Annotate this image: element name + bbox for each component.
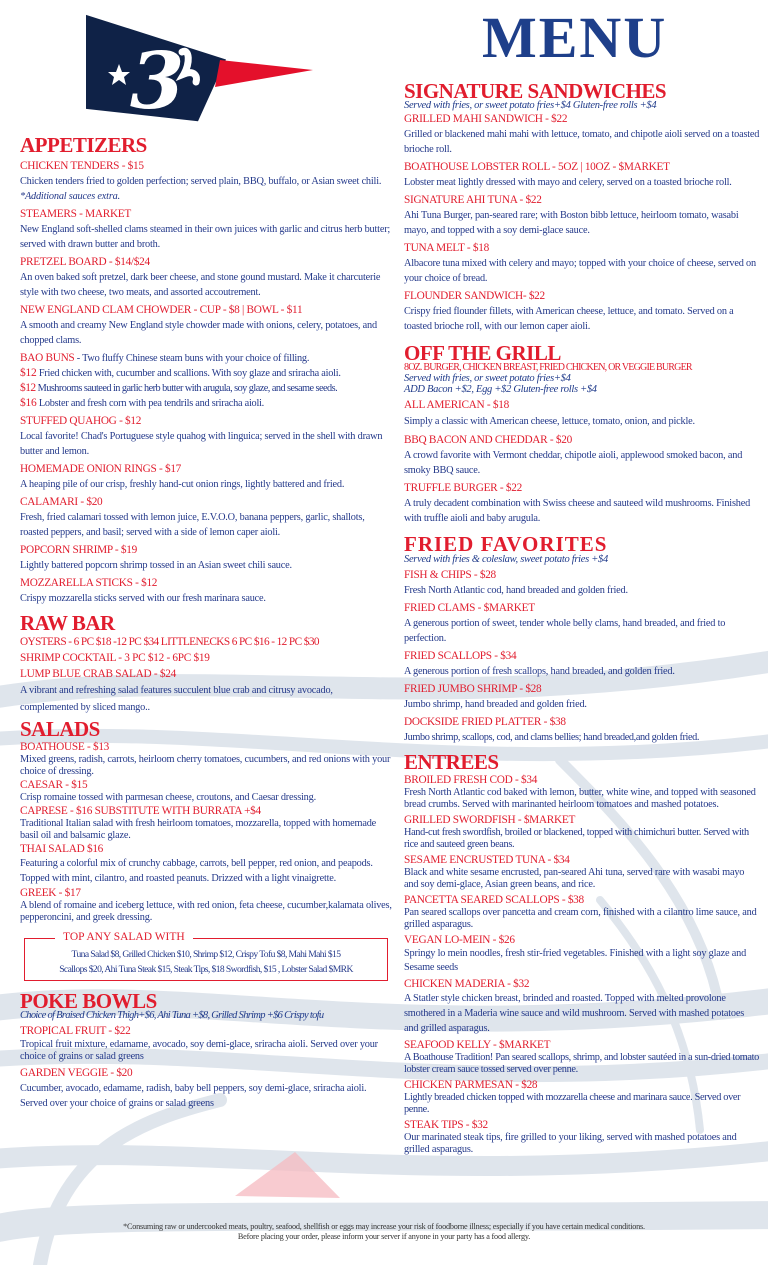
menu-item bbox=[404, 1119, 760, 1156]
menu-item bbox=[20, 414, 392, 459]
item-description: Tropical fruit mixture, edamame, avocado, soy demi-glace, sriracha aioli. Served over your choice of grains or salad greens bbox=[20, 1039, 378, 1062]
item-description: Chicken tenders fried to golden perfection; served plain, BBQ, buffalo, or Asian sweet chili. *Additional sauces extra. bbox=[20, 176, 382, 202]
item-name: CHICKEN TENDERS - $15 bbox=[20, 160, 144, 172]
item-name: GREEK - $17 bbox=[20, 887, 81, 899]
off-the-grill-section bbox=[404, 341, 760, 526]
menu-item bbox=[404, 481, 760, 526]
bao-option: $12 Fried chicken with, cucumber and scallions. With soy glaze and sriracha aioli. bbox=[20, 367, 341, 379]
menu-item bbox=[404, 715, 760, 745]
menu-item bbox=[404, 894, 760, 931]
menu-item bbox=[20, 741, 392, 778]
item-description: Fresh, fried calamari tossed with lemon juice, E.V.O.O, banana peppers, garlic, shallots, roasted peppers, and basil; served with a side of lemon caper aioli. bbox=[20, 512, 365, 538]
menu-item bbox=[20, 843, 392, 886]
item-name: GRILLED SWORDFISH - $MARKET bbox=[404, 814, 576, 826]
item-name: SEAFOOD KELLY - $MARKET bbox=[404, 1039, 551, 1051]
bao-price: $12 bbox=[20, 382, 36, 394]
pennant-logo-icon bbox=[86, 12, 316, 122]
item-name: FISH & CHIPS - $28 bbox=[404, 569, 496, 581]
item-description: Simply a classic with American cheese, lettuce, tomato, onion, and pickle. bbox=[404, 416, 695, 427]
raw-bar-section bbox=[20, 612, 392, 716]
right-column bbox=[404, 79, 760, 1156]
menu-item bbox=[404, 649, 760, 679]
item-name: CAPRESE - $16 SUBSTITUTE WITH BURRATA +$4 bbox=[20, 805, 261, 817]
item-name: BOATHOUSE - $13 bbox=[20, 741, 110, 753]
item-description: Hand-cut fresh swordfish, broiled or blackened, topped with chimichuri butter. Served with rice and sauteed green beans. bbox=[404, 827, 749, 850]
menu-item bbox=[404, 682, 760, 712]
item-description: Fresh North Atlantic cod baked with lemon, butter, white wine, and topped with seasoned bread crumbs. Served with marinanted heirloom tomatoes and mashed potatoes. bbox=[404, 787, 756, 810]
item-name: MOZZARELLA STICKS - $12 bbox=[20, 577, 158, 589]
menu-item bbox=[20, 651, 392, 666]
item-name: BBQ BACON AND CHEDDAR - $20 bbox=[404, 434, 572, 446]
item-description: Springy lo mein noodles, fresh stir-fried vegetables. Finished with a light soy glaze and Sesame seeds bbox=[404, 948, 747, 973]
item-description: Ahi Tuna Burger, pan-seared rare; with Boston bibb lettuce, heirloom tomato, wasabi mayo, and topped with a soy demi-glace sauce. bbox=[404, 210, 739, 236]
item-description: Mixed greens, radish, carrots, heirloom cherry tomatoes, cucumbers, and red onions with your choice of dressing. bbox=[20, 754, 391, 777]
item-description: Lobster meat lightly dressed with mayo and celery, served on a toasted brioche roll. bbox=[404, 177, 732, 188]
item-description: Fresh North Atlantic cod, hand breaded and golden fried. bbox=[404, 585, 628, 596]
menu-item bbox=[404, 568, 760, 598]
item-name: SIGNATURE AHI TUNA - $22 bbox=[404, 194, 542, 206]
menu-item bbox=[404, 774, 760, 811]
menu-item bbox=[20, 576, 392, 606]
item-name: GARDEN VEGGIE - $20 bbox=[20, 1067, 133, 1079]
item-name: TUNA MELT - $18 bbox=[404, 242, 489, 254]
page-title: MENU bbox=[482, 5, 668, 70]
menu-item-bao-buns bbox=[20, 351, 392, 411]
item-name: OYSTERS - 6 PC $18 -12 PC $34 LITTLENECKS 6 PC $16 - 12 PC $30 bbox=[20, 636, 319, 648]
section-note: Served with fries & coleslaw, sweet potato fries +$4 bbox=[404, 554, 608, 565]
item-description: A generous portion of fresh scallops, hand breaded, and golden fried. bbox=[404, 666, 675, 677]
section-note: Choice of Braised Chicken Thigh+$6, Ahi Tuna +$8, Grilled Shrimp +$6 Crispy tofu bbox=[20, 1010, 324, 1021]
item-description: A heaping pile of our crisp, freshly hand-cut onion rings, lightly battered and fried. bbox=[20, 479, 345, 490]
menu-item bbox=[404, 601, 760, 646]
section-note: Served with fries, or sweet potato fries+$4 bbox=[404, 373, 571, 384]
item-description: Featuring a colorful mix of crunchy cabbage, carrots, bell pepper, red onion, and peapods. Topped with mint, cilantro, and roasted peanuts. Drizzed with a light vinaigrette. bbox=[20, 858, 373, 884]
topper-options: Scallops $20, Ahi Tuna Steak $15, Steak Tips, $18 Swordfish, $15 , Lobster Salad $MRK bbox=[59, 964, 353, 975]
disclaimer-line: *Consuming raw or undercooked meats, poultry, seafood, shellfish or eggs may increase your risk of foodborne illness; especially if you have certain medical conditions. bbox=[123, 1222, 645, 1231]
item-description: Lightly breaded chicken topped with mozzarella cheese and marinara sauce. Served over penne. bbox=[404, 1092, 741, 1115]
topper-options: Tuna Salad $8, Grilled Chicken $10, Shrimp $12, Crispy Tofu $8, Mahi Mahi $15 bbox=[71, 949, 341, 960]
bao-option: $16 Lobster and fresh corn with pea tendrils and sriracha aioli. bbox=[20, 397, 265, 409]
menu-item bbox=[20, 159, 392, 204]
item-name: STUFFED QUAHOG - $12 bbox=[20, 415, 142, 427]
entrees-section bbox=[404, 751, 760, 1156]
menu-item bbox=[20, 779, 392, 804]
item-description: An oven baked soft pretzel, dark beer cheese, and stone gound mustard. Make it charcuterie style with two cheese, two meats, and assorted accoutrement. bbox=[20, 272, 381, 298]
menu-item bbox=[404, 433, 760, 478]
bao-option: $12 Mushrooms sauteed in garlic herb butter with arugula, soy glaze, and sesame seeds. bbox=[20, 382, 338, 394]
item-name: NEW ENGLAND CLAM CHOWDER - CUP - $8 | BOWL - $11 bbox=[20, 304, 303, 316]
menu-item bbox=[20, 667, 392, 716]
item-description: A blend of romaine and iceberg lettuce, with red onion, feta cheese, cucumber,kalamata olives, pepperoncini, and greek dressing. bbox=[20, 900, 392, 923]
item-name: CHICKEN PARMESAN - $28 bbox=[404, 1079, 538, 1091]
item-name: FLOUNDER SANDWICH- $22 bbox=[404, 290, 545, 302]
item-name: ALL AMERICAN - $18 bbox=[404, 399, 509, 411]
item-description: Black and white sesame encrusted, pan-seared Ahi tuna, served rare with wasabi mayo and soy demi-glace, Asian green beans, and rice. bbox=[404, 867, 745, 890]
item-name: PANCETTA SEARED SCALLOPS - $38 bbox=[404, 894, 584, 906]
item-name: FRIED SCALLOPS - $34 bbox=[404, 650, 517, 662]
item-description: A truly decadent combination with Swiss cheese and sauteed wild mushrooms. Finished with truffle aioli and baby arugula. bbox=[404, 498, 751, 524]
item-description: Jumbo shrimp, scallops, cod, and clams bellies; hand breaded,and golden fried. bbox=[404, 732, 700, 743]
item-description: Crispy fried flounder fillets, with American cheese, lettuce, and tomato. Served on a toasted brioche roll, with our lemon caper aioli. bbox=[404, 306, 734, 332]
item-description: A crowd favorite with Vermont cheddar, chipotle aioli, applewood smoked bacon, and smoky BBQ sauce. bbox=[404, 450, 743, 476]
item-description: Traditional Italian salad with fresh heirloom tomatoes, mozzarella, topped with homemade basil oil and balsamic glaze. bbox=[20, 818, 377, 841]
section-title-fried: FRIED FAVORITES bbox=[404, 532, 608, 556]
section-title-appetizers: APPETIZERS bbox=[20, 133, 147, 157]
menu-item bbox=[20, 303, 392, 348]
menu-item bbox=[404, 854, 760, 891]
item-note: *Additional sauces extra. bbox=[20, 191, 120, 202]
item-description: A Boathouse Tradition! Pan seared scallops, shrimp, and lobster sautéed in a sun-dried tomato lobster cream sauce tossed served over penne. bbox=[404, 1052, 759, 1075]
item-name: BAO BUNS bbox=[20, 352, 75, 364]
item-description: Jumbo shrimp, hand breaded and golden fried. bbox=[404, 699, 587, 710]
menu-item bbox=[20, 255, 392, 300]
section-title-entrees: ENTREES bbox=[404, 750, 499, 774]
item-name: POPCORN SHRIMP - $19 bbox=[20, 544, 137, 556]
menu-item bbox=[20, 1066, 392, 1111]
menu-item bbox=[20, 207, 392, 252]
item-name: PRETZEL BOARD - $14/$24 bbox=[20, 256, 150, 268]
menu-item bbox=[20, 495, 392, 540]
item-name: LUMP BLUE CRAB SALAD - $24 bbox=[20, 668, 176, 680]
menu-item bbox=[404, 160, 760, 190]
menu-item bbox=[20, 462, 392, 492]
menu-item bbox=[20, 635, 392, 650]
item-name: CHICKEN MADERIA - $32 bbox=[404, 978, 530, 990]
menu-item bbox=[404, 978, 760, 1036]
item-name: THAI SALAD $16 bbox=[20, 843, 104, 855]
item-description: A generous portion of sweet, tender whole belly clams, hand breaded, and fried to perfection. bbox=[404, 618, 726, 644]
item-description: Crisp romaine tossed with parmesan cheese, croutons, and Caesar dressing. bbox=[20, 792, 316, 803]
item-name: FRIED CLAMS - $MARKET bbox=[404, 602, 535, 614]
menu-item bbox=[404, 1039, 760, 1076]
item-name: FRIED JUMBO SHRIMP - $28 bbox=[404, 683, 542, 695]
bao-price: $12 bbox=[20, 367, 37, 379]
menu-item bbox=[404, 398, 760, 430]
menu-item bbox=[20, 1024, 392, 1063]
item-name: STEAK TIPS - $32 bbox=[404, 1119, 488, 1131]
menu-item bbox=[404, 241, 760, 286]
item-name: BOATHOUSE LOBSTER ROLL - 5OZ | 10OZ - $MARKET bbox=[404, 161, 670, 173]
item-name: STEAMERS - MARKET bbox=[20, 208, 132, 220]
menu-item bbox=[404, 289, 760, 334]
item-description: A vibrant and refreshing salad features succulent blue crab and citrusy avocado, complemented by sliced mango.. bbox=[20, 685, 333, 713]
section-title-salads: SALADS bbox=[20, 717, 100, 741]
item-name: DOCKSIDE FRIED PLATTER - $38 bbox=[404, 716, 566, 728]
item-name: SESAME ENCRUSTED TUNA - $34 bbox=[404, 854, 570, 866]
topper-label: TOP ANY SALAD WITH bbox=[55, 930, 193, 944]
menu-item bbox=[404, 814, 760, 851]
left-column bbox=[20, 134, 392, 1111]
salad-topper-box bbox=[24, 931, 388, 981]
allergy-disclaimer bbox=[0, 1222, 768, 1242]
menu-item bbox=[20, 543, 392, 573]
item-description: Grilled or blackened mahi mahi with lettuce, tomato, and chipotle aioli served on a toasted brioche roll. bbox=[404, 129, 760, 155]
item-description: Local favorite! Chad's Portuguese style quahog with linguica; served in the shell with drawn butter and lemon. bbox=[20, 431, 383, 457]
menu-item bbox=[404, 112, 760, 157]
section-title-raw-bar: RAW BAR bbox=[20, 611, 115, 635]
poke-bowls-section bbox=[20, 989, 392, 1111]
menu-item bbox=[404, 193, 760, 238]
appetizers-section bbox=[20, 134, 392, 606]
section-subtitle: 8OZ. BURGER, CHICKEN BREAST, FRIED CHICKEN, OR VEGGIE BURGER bbox=[404, 362, 692, 373]
menu-item bbox=[20, 887, 392, 924]
section-note: ADD Bacon +$2, Egg +$2 Gluten-free rolls +$4 bbox=[404, 384, 597, 395]
item-name: CALAMARI - $20 bbox=[20, 496, 103, 508]
item-description: Pan seared scallops over pancetta and cream corn, finished with a cilantro lime sauce, and grilled asparagus. bbox=[404, 907, 757, 930]
section-title-grill: OFF THE GRILL bbox=[404, 341, 561, 365]
section-title-poke-bowls: POKE BOWLS bbox=[20, 989, 157, 1013]
fried-favorites-section bbox=[404, 534, 760, 745]
item-description: A Statler style chicken breast, brinded and roasted. Topped with melted provolone smothered in a Maderia wine sauce and wild mushroom. Served with mashed potatoes and grilled asparagus. bbox=[404, 993, 745, 1034]
bao-intro: BAO BUNS - Two fluffy Chinese steam buns with your choice of filling. bbox=[20, 352, 310, 364]
menu-item bbox=[20, 805, 392, 842]
menu-item bbox=[404, 934, 760, 975]
item-description: New England soft-shelled clams steamed in their own juices with garlic and citrus herb butter; served with drawn butter and broth. bbox=[20, 224, 391, 250]
item-name: TROPICAL FRUIT - $22 bbox=[20, 1025, 131, 1037]
item-name: HOMEMADE ONION RINGS - $17 bbox=[20, 463, 182, 475]
item-description: Cucumber, avocado, edamame, radish, baby bell peppers, soy demi-glace, sriracha aioli. Served over your choice of grains or salad greens bbox=[20, 1083, 367, 1109]
menu-item bbox=[404, 1079, 760, 1116]
salads-section bbox=[20, 718, 392, 981]
signature-sandwiches-section bbox=[404, 79, 760, 334]
item-name: CAESAR - $15 bbox=[20, 779, 88, 791]
disclaimer-line: Before placing your order, please inform your server if anyone in your party has a food allergy. bbox=[237, 1232, 531, 1241]
item-description: Our marinated steak tips, fire grilled to your liking, served with mashed potatoes and grilled asparagus. bbox=[404, 1132, 737, 1155]
item-name: VEGAN LO-MEIN - $26 bbox=[404, 934, 515, 946]
item-name: TRUFFLE BURGER - $22 bbox=[404, 482, 522, 494]
section-title-sandwiches: SIGNATURE SANDWICHES bbox=[404, 79, 667, 103]
item-name: BROILED FRESH COD - $34 bbox=[404, 774, 538, 786]
bao-price: $16 bbox=[20, 397, 37, 409]
item-description: Albacore tuna mixed with celery and mayo; topped with your choice of cheese, served on your choice of bread. bbox=[404, 258, 756, 284]
item-description: Crispy mozzarella sticks served with our fresh marinara sauce. bbox=[20, 593, 266, 604]
item-description: A smooth and creamy New England style chowder made with onions, celery, potatoes, and chopped clams. bbox=[20, 320, 377, 346]
section-note: Served with fries, or sweet potato fries+$4 Gluten-free rolls +$4 bbox=[404, 100, 657, 111]
item-name: SHRIMP COCKTAIL - 3 PC $12 - 6PC $19 bbox=[20, 652, 210, 664]
item-description: Lightly battered popcorn shrimp tossed in an Asian sweet chili sauce. bbox=[20, 560, 292, 571]
item-name: GRILLED MAHI SANDWICH - $22 bbox=[404, 113, 568, 125]
svg-text:3: 3 bbox=[130, 36, 185, 122]
